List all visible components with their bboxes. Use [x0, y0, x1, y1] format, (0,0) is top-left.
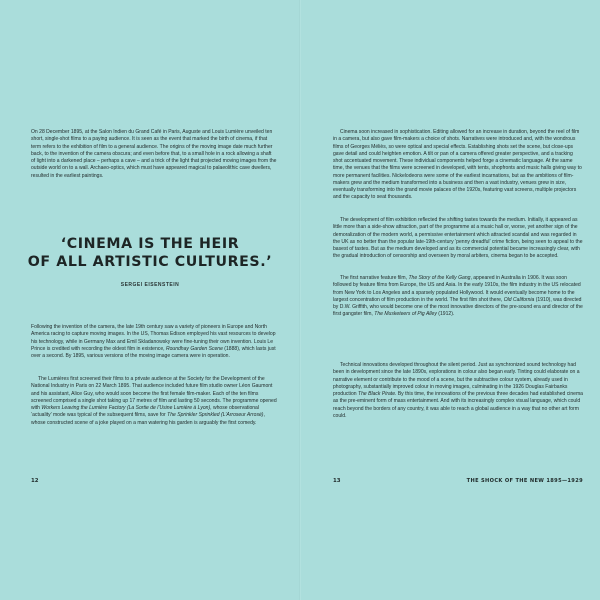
film-title: The Musketeers of Pig Alley — [374, 311, 437, 318]
running-head: THE SHOCK OF THE NEW 1895—1929 — [466, 478, 583, 484]
text-span: (1910), was directed by D.W. Griffith, who would become one of the most innovative directors of the pre-sound era and director of the first gangster film, — [333, 296, 583, 318]
body-paragraph-2 — [31, 324, 277, 360]
text-span: The development of film exhibition reflected the shifting tastes towards the medium. Initially, it appeared as little more than a side-show attraction, part of the programme at a music hall or, worse, yet another sign of the demoralization of the modern world, a permissive entertainment which attracted scandal and was regarded in the UK as no better than the popular late-19th-century ‘penny dreadful’ crime fiction, being seen to appeal to the basest of tastes. But as the medium developed and as its commercial potential became increasingly clear, with the gradual introduction of censorship and overseen by moral arbiters, cinema began to be accepted. — [333, 217, 583, 260]
text-span: The Lumières first screened their films to a private audience at the Society for the Development of the National Industry in Paris on 22 March 1895. That audience included future film studio owner Léon Gaumont and his assistant, Alice Guy, who would soon become the first female film-maker. Each of the ten films screened comprised a single shot taking up 17 metres of film and lasting 50 seconds. The programme opened with — [31, 376, 277, 411]
quote-line-2: OF ALL ARTISTIC CULTURES.’ — [27, 254, 273, 270]
right-paragraph-4 — [333, 362, 583, 420]
text-span: Following the invention of the camera, the late 19th century saw a variety of pioneers in Europe and North America racing to capture moving images. In the US, Thomas Edison employed his vast resources to develop his technology, while in Germany Max and Emil Skladanowsky were fine-tuning their own invention. Louis Le Prince is credited with recording the oldest film in existence, — [31, 324, 276, 352]
text-span: (1912). — [436, 311, 455, 318]
film-title: The Story of the Kelly Gang — [408, 275, 471, 281]
quote-line-1: ‘CINEMA IS THE HEIR — [60, 236, 240, 252]
film-title: Workers Leaving the Lumière Factory (La Sortie de l’Usine Lumière à Lyon) — [41, 405, 211, 411]
text-span: . By this time, the innovations of the previous three decades had established cinema as the pre-eminent form of mass entertainment. And with its increasingly complex visual language, which could reach beyond the borders of any country, it was able to reach a global audience in a way that no other art form could. — [333, 391, 583, 419]
film-title: Old California — [503, 296, 535, 303]
right-paragraph-3 — [333, 275, 583, 319]
right-paragraph-1 — [333, 129, 583, 202]
film-title: Roundhay Garden Scene — [165, 345, 223, 352]
body-paragraph-3 — [31, 376, 277, 427]
text-span: The first narrative feature film, — [340, 275, 409, 281]
page-number-left: 12 — [31, 478, 39, 484]
film-title: The Black Pirate — [357, 391, 396, 397]
text-span: Technical innovations developed throughout the silent period. Just as synchronized sound technology had been in development since the late 1890s, explorations in colour also began early. Tinting could elaborate on a narrative element or contribute to the mood of a scene, but the subtractive colour system, already used in photography, substantially improved colour in moving images, culminating in the 1926 Douglas Fairbanks production — [333, 362, 580, 397]
text-span: (1888), which lasts just over a second. By 1895, various versions of the moving image camera were in operation. — [31, 345, 276, 359]
page-number-right: 13 — [333, 478, 341, 484]
text-span: Cinema soon increased in sophistication. Editing allowed for an increase in duration, beyond the reel of film in a camera, but also gave film-makers a choice of shots. Narratives were introduced and, with the wondrous films of Georges Méliès, so were optical and special effects. Establishing shots set the scene, but close-ups gave detail and could heighten emotion. A tilt or pan of a camera offered greater perspective, and a tracking shot accentuated movement. These individual components helped forge a cinematic language. At the same time, the venues that the films were screened in developed, with tents, shopfronts and music halls giving way to more permanent facilities. Nickelodeons were some of the earliest incarnations, but as the ambitions of film-makers grew and the medium transformed into a business and then a vast industry, venues grew in size, eventually transforming into the grand movie palaces of the 1920s, featuring vast screens, multiple projectors and the capacity to seat thousands. — [333, 129, 582, 201]
text-span: , whose observational ‘actuality’ mode was typical of the subsequent films, save for — [31, 405, 259, 419]
film-title: The Sprinkler Sprinkled (L’Arroseur Arrosé) — [167, 412, 264, 419]
right-paragraph-2 — [333, 217, 583, 261]
quote-author: SERGEI EISENSTEIN — [120, 282, 180, 288]
intro-paragraph: On 28 December 1895, at the Salon Indien du Grand Café in Paris, Auguste and Louis Lumière unveiled ten short, single-shot films to a paying audience. It is seen as the event that marked the birth of cinema, if that term refers to the exhibition of film to a general audience. The origins of the moving image date much further back, to the invention of the camera obscura; and even before that, to a small hole in a rock allowing a shaft of light into a darkened place – perhaps a cave – and a trick of the light that projected moving images from the outside world on to a wall. Archaeo-optics, which must have appeared magical to palaeolithic cave dwellers, resulted in the earliest paintings. — [31, 129, 277, 179]
text-span: , whose constructed scene of a joke played on a man watering his garden is arguably the first comedy. — [31, 412, 265, 426]
right-page — [300, 0, 600, 600]
text-span: , appeared in Australia in 1906. It was soon followed by feature films from Europe, the US and Asia. In the early 1910s, the film industry in the US relocated from New York to Los Angeles and a sparsely populated Hollywood. It would eventually become home to the largest concentration of film production in the world. The first film shot there, — [333, 275, 581, 303]
pull-quote — [0, 235, 300, 288]
